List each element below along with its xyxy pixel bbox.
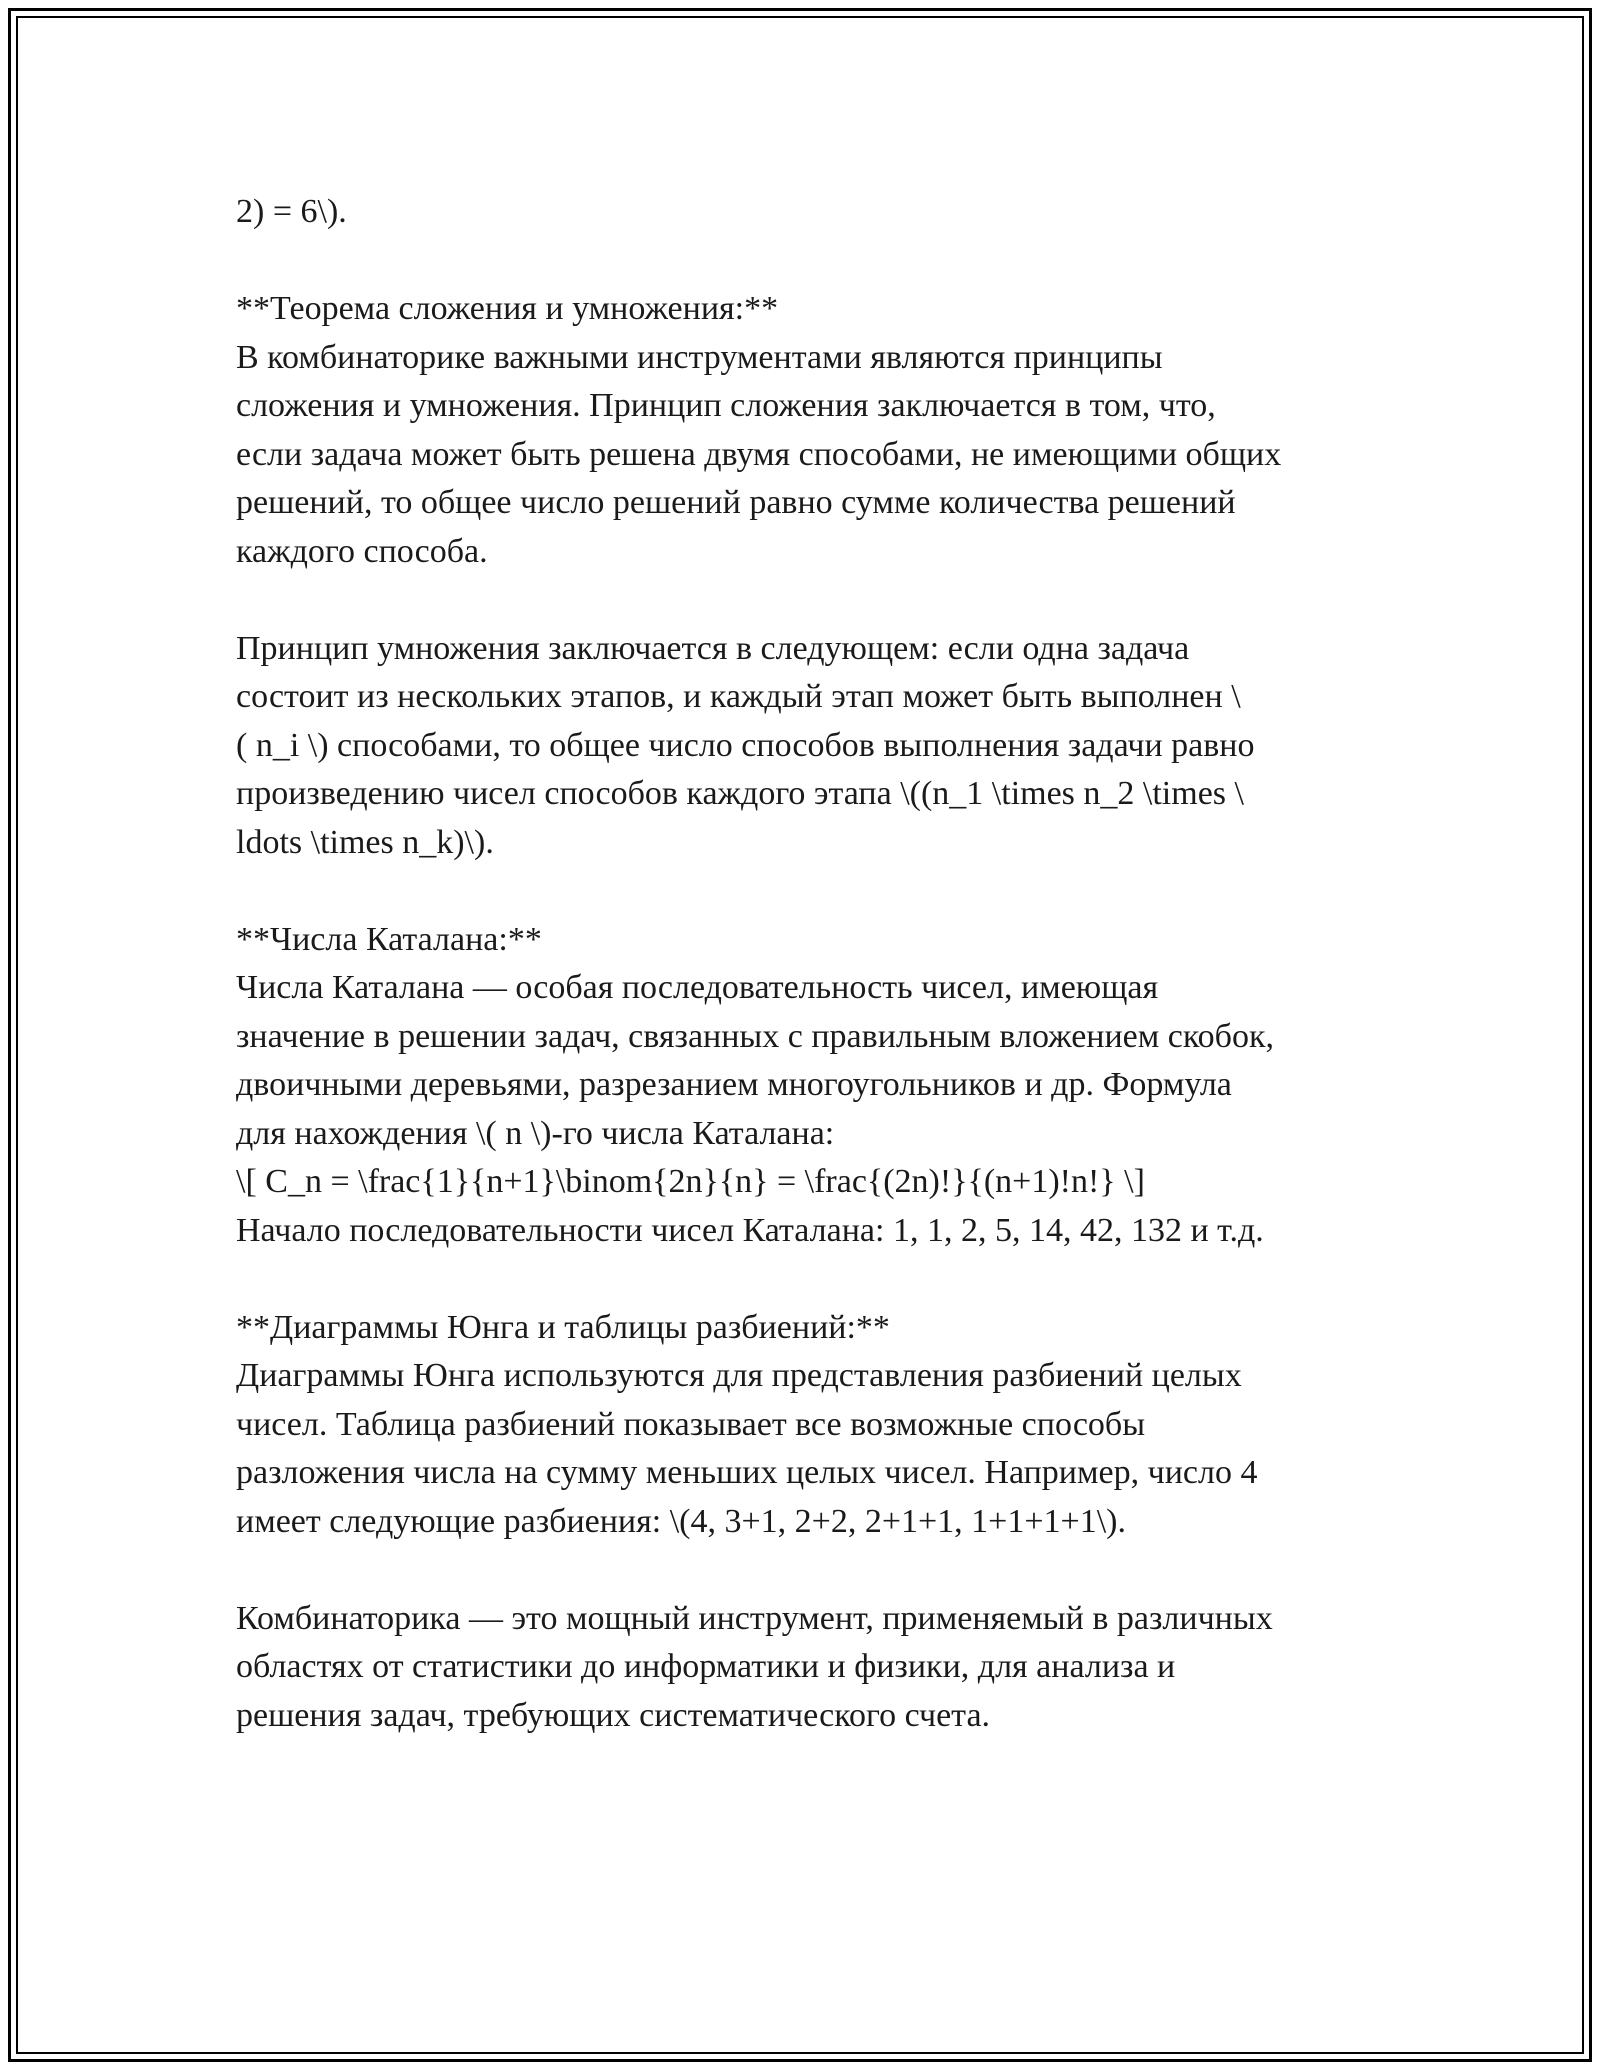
text-line: произведению чисел способов каждого этапа \((n_1 \times n_2 \times \ [236, 775, 1244, 812]
text-line: ( n_i \) способами, то общее число способов выполнения задачи равно [236, 726, 1255, 764]
section-heading: **Числа Каталана:** [236, 920, 542, 958]
paragraph-gap [236, 1255, 1376, 1304]
text-line: каждого способа. [236, 532, 488, 570]
text-line: ldots \times n_k)\). [236, 823, 494, 861]
text-line: значение в решении задач, связанных с правильным вложением скобок, [236, 1017, 1274, 1055]
paragraph-gap [236, 576, 1376, 625]
paragraph-multiplication-principle [236, 625, 1376, 868]
text-line: областях от статистики до информатики и физики, для анализа и [236, 1648, 1176, 1685]
text-line: В комбинаторике важными инструментами являются принципы [236, 338, 1163, 376]
paragraph-gap [236, 1546, 1376, 1595]
section-addition-multiplication-theorem [236, 285, 1376, 576]
paragraph-gap [236, 237, 1376, 286]
section-catalan-numbers [236, 916, 1376, 1256]
text-line: 2) = 6\). [236, 193, 347, 230]
text-line: для нахождения \( n \)-го числа Каталана: [236, 1114, 835, 1152]
section-heading: **Теорема сложения и умножения:** [236, 290, 779, 327]
text-line: Комбинаторика — это мощный инструмент, применяемый в различных [236, 1599, 1273, 1637]
text-line: Числа Каталана — особая последовательность чисел, имеющая [236, 969, 1159, 1006]
text-line: состоит из нескольких этапов, и каждый этап может быть выполнен \ [236, 678, 1241, 715]
text-line: Диаграммы Юнга используются для представления разбиений целых [236, 1357, 1242, 1394]
section-young-diagrams [236, 1304, 1376, 1547]
text-line: чисел. Таблица разбиений показывает все возможные способы [236, 1405, 1146, 1443]
text-line: сложения и умножения. Принцип сложения заключается в том, что, [236, 387, 1216, 424]
document-page [236, 188, 1376, 1740]
text-line: решений, то общее число решений равно сумме количества решений [236, 484, 1236, 521]
text-line: Начало последовательности чисел Каталана: 1, 1, 2, 5, 14, 42, 132 и т.д. [236, 1211, 1264, 1249]
formula-line: \[ C_n = \frac{1}{n+1}\binom{2n}{n} = \frac{(2n)!}{(n+1)!n!} \] [236, 1163, 1145, 1200]
section-heading: **Диаграммы Юнга и таблицы разбиений:** [236, 1308, 890, 1346]
text-line: двоичными деревьями, разрезанием многоугольников и др. Формула [236, 1066, 1232, 1103]
text-line: решения задач, требующих систематического счета. [236, 1696, 991, 1734]
text-fragment [236, 188, 1376, 237]
text-line: разложения числа на сумму меньших целых чисел. Например, число 4 [236, 1454, 1258, 1491]
paragraph-conclusion [236, 1595, 1376, 1741]
text-line: имеет следующие разбиения: \(4, 3+1, 2+2, 2+1+1, 1+1+1+1\). [236, 1502, 1126, 1540]
paragraph-gap [236, 867, 1376, 916]
text-line: Принцип умножения заключается в следующем: если одна задача [236, 629, 1190, 667]
text-line: если задача может быть решена двумя способами, не имеющими общих [236, 435, 1282, 473]
